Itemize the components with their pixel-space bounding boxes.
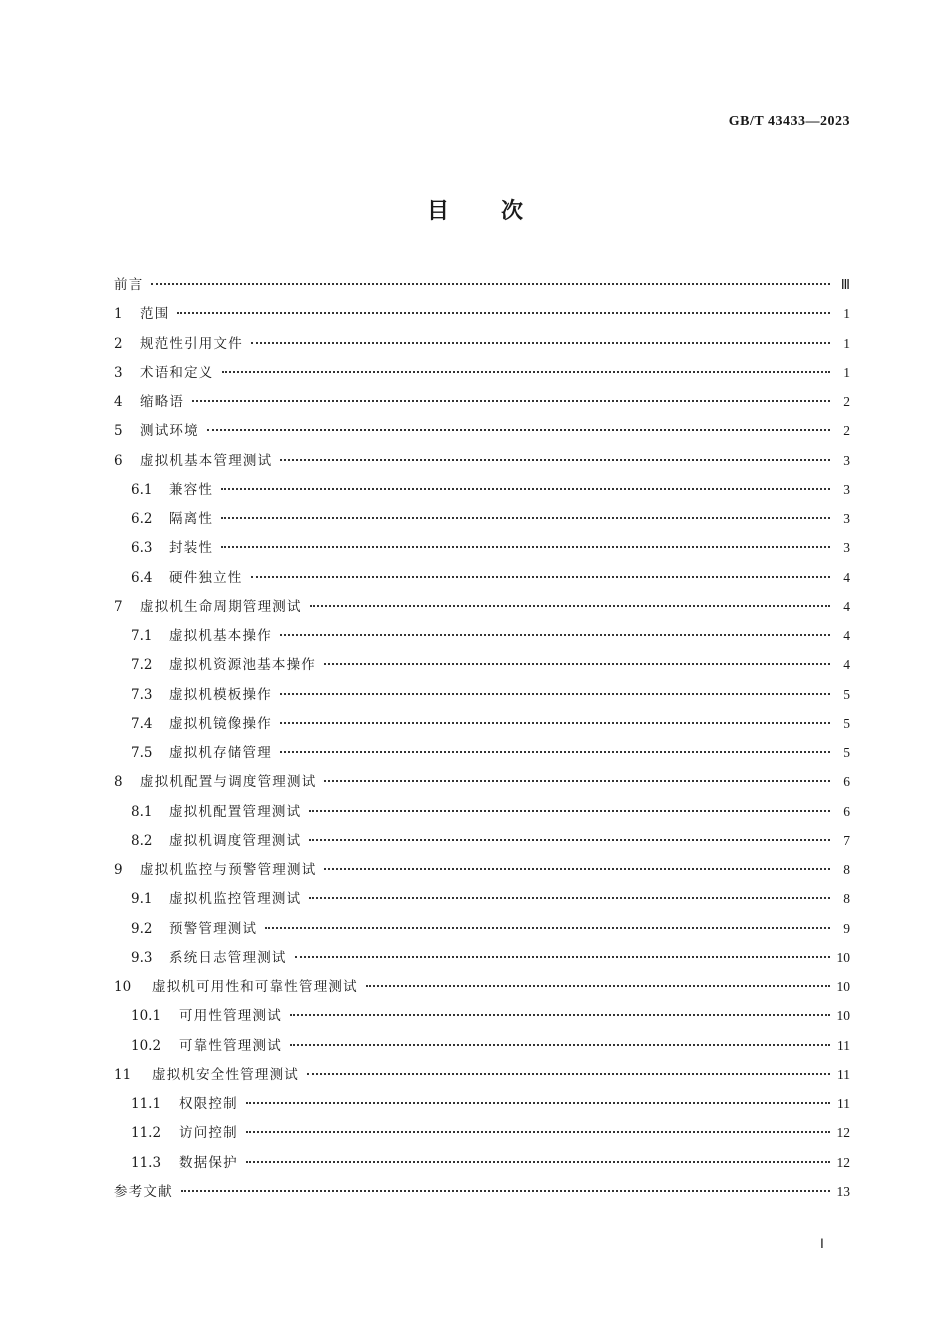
toc-leader-dots xyxy=(181,1190,830,1192)
toc-entry-number: 11.3 xyxy=(131,1154,162,1171)
toc-leader-dots xyxy=(177,312,830,314)
toc-entry-label: 虚拟机监控管理测试 xyxy=(169,891,302,908)
toc-leader-dots xyxy=(280,459,830,461)
toc-entry-page: 12 xyxy=(836,1125,850,1141)
toc-leader-dots xyxy=(324,663,830,665)
toc-entry-number: 1 xyxy=(114,306,123,323)
toc-entry[interactable] xyxy=(114,563,850,592)
toc-entry-page: 4 xyxy=(843,598,850,614)
toc-entry-number: 11.1 xyxy=(131,1096,162,1112)
toc-entry[interactable] xyxy=(114,1089,850,1118)
toc-entry-page: 4 xyxy=(843,569,850,585)
toc-entry-page: 6 xyxy=(843,803,850,819)
toc-entry-page: 11 xyxy=(837,1037,850,1053)
toc-leader-dots xyxy=(265,927,830,929)
toc-entry-number: 6.2 xyxy=(131,511,153,527)
toc-entry-label: 规范性引用文件 xyxy=(140,335,243,352)
toc-entry-label: 术语和定义 xyxy=(140,364,214,381)
toc-entry-page: 3 xyxy=(843,540,850,556)
toc-leader-dots xyxy=(310,605,830,607)
toc-entry-number: 7.2 xyxy=(131,657,153,674)
toc-entry-label: 兼容性 xyxy=(169,481,214,498)
toc-entry[interactable] xyxy=(114,592,850,621)
toc-entry-label: 虚拟机基本管理测试 xyxy=(140,452,273,469)
toc-leader-dots xyxy=(366,985,830,987)
toc-entry[interactable] xyxy=(114,1177,850,1206)
toc-entry-label: 虚拟机模板操作 xyxy=(169,686,272,703)
toc-leader-dots xyxy=(246,1131,830,1133)
toc-entry-number: 6.3 xyxy=(131,540,153,557)
toc-entry-label: 虚拟机调度管理测试 xyxy=(169,832,302,849)
toc-entry-label: 权限控制 xyxy=(179,1096,238,1112)
toc-entry-page: 1 xyxy=(843,335,850,351)
toc-leader-dots xyxy=(207,429,830,431)
toc-leader-dots xyxy=(221,546,830,548)
toc-entry-page: 1 xyxy=(843,306,850,322)
toc-entry[interactable] xyxy=(114,709,850,738)
page-title: 目次 xyxy=(426,199,575,224)
toc-entry-label: 虚拟机配置管理测试 xyxy=(169,803,302,820)
toc-entry-label: 测试环境 xyxy=(140,423,199,440)
toc-entry-number: 11 xyxy=(114,1066,132,1083)
toc-leader-dots xyxy=(295,956,830,958)
standard-code: GB/T 43433—2023 xyxy=(728,114,850,129)
toc-entry-number: 7.4 xyxy=(131,715,153,732)
toc-entry[interactable] xyxy=(114,797,850,826)
toc-entry[interactable] xyxy=(114,855,850,884)
toc-entry-number: 7.1 xyxy=(131,628,153,644)
toc-entry-page: 10 xyxy=(836,979,850,994)
toc-entry-number: 8 xyxy=(114,774,123,791)
toc-leader-dots xyxy=(280,634,830,636)
toc-leader-dots xyxy=(324,780,830,782)
toc-entry-label: 预警管理测试 xyxy=(169,920,258,937)
toc-entry-label: 虚拟机资源池基本操作 xyxy=(169,657,316,674)
toc-entry[interactable] xyxy=(114,621,850,650)
toc-entry[interactable] xyxy=(114,416,850,445)
toc-leader-dots xyxy=(280,693,830,695)
toc-entry[interactable] xyxy=(114,738,850,767)
toc-entry-page: 7 xyxy=(843,832,850,848)
toc-entry[interactable] xyxy=(114,1031,850,1060)
toc-entry[interactable] xyxy=(114,387,850,416)
toc-entry[interactable] xyxy=(114,1060,850,1089)
toc-entry[interactable] xyxy=(114,884,850,913)
toc-leader-dots xyxy=(151,283,830,285)
toc-entry-page: 3 xyxy=(843,511,850,526)
toc-entry-number: 6.4 xyxy=(131,569,153,586)
toc-entry-page: 8 xyxy=(843,891,850,907)
toc-leader-dots xyxy=(221,517,830,519)
toc-leader-dots xyxy=(309,839,830,841)
toc-entry-number: 10.2 xyxy=(131,1037,162,1054)
toc-entry-label: 系统日志管理测试 xyxy=(169,949,287,966)
toc-entry[interactable] xyxy=(114,826,850,855)
toc-entry[interactable] xyxy=(114,972,850,1001)
toc-entry-label: 虚拟机监控与预警管理测试 xyxy=(140,862,317,878)
toc-entry-label: 缩略语 xyxy=(140,394,185,410)
toc-entry-label: 可靠性管理测试 xyxy=(179,1037,282,1054)
toc-entry[interactable] xyxy=(114,1148,850,1177)
toc-entry-label: 虚拟机可用性和可靠性管理测试 xyxy=(152,979,358,995)
toc-entry[interactable] xyxy=(114,446,850,475)
toc-entry[interactable] xyxy=(114,1118,850,1147)
toc-entry-page: 3 xyxy=(843,452,850,468)
page-folio: Ⅰ xyxy=(820,1236,824,1251)
toc-leader-dots xyxy=(324,868,830,870)
toc-entry[interactable] xyxy=(114,270,850,299)
toc-entry-page: 4 xyxy=(843,657,850,673)
toc-entry-number: 7.5 xyxy=(131,745,153,761)
toc-entry-page: 3 xyxy=(843,481,850,497)
toc-entry-number: 9.3 xyxy=(131,949,153,966)
toc-leader-dots xyxy=(290,1044,830,1046)
toc-entry-page: Ⅲ xyxy=(840,277,850,292)
toc-entry-page: 8 xyxy=(843,862,850,877)
toc-entry-label: 硬件独立性 xyxy=(169,569,243,586)
toc-entry[interactable] xyxy=(114,680,850,709)
toc-leader-dots xyxy=(222,371,831,373)
toc-entry-number: 3 xyxy=(114,364,123,381)
toc-leader-dots xyxy=(251,576,831,578)
toc-entry-page: 11 xyxy=(837,1096,850,1111)
toc-entry-page: 6 xyxy=(843,774,850,790)
toc-entry-label: 访问控制 xyxy=(179,1125,238,1142)
toc-entry-number: 11.2 xyxy=(131,1125,162,1142)
toc-entry-number: 5 xyxy=(114,423,123,440)
toc-entry-number: 7 xyxy=(114,598,123,615)
toc-entry-number: 2 xyxy=(114,335,123,352)
toc-entry[interactable] xyxy=(114,943,850,972)
table-of-contents xyxy=(114,270,850,1206)
toc-entry-page: 5 xyxy=(843,745,850,760)
toc-leader-dots xyxy=(290,1014,830,1016)
toc-entry-label: 前言 xyxy=(114,277,144,293)
toc-entry-label: 隔离性 xyxy=(169,511,214,527)
toc-entry-number: 9.2 xyxy=(131,920,153,937)
toc-entry-page: 11 xyxy=(837,1066,850,1082)
toc-entry-number: 8.1 xyxy=(131,803,153,820)
toc-entry-label: 虚拟机基本操作 xyxy=(169,628,272,644)
toc-entry-page: 5 xyxy=(843,715,850,731)
toc-entry-number: 10.1 xyxy=(131,1008,162,1025)
toc-leader-dots xyxy=(251,342,830,344)
toc-entry-number: 9.1 xyxy=(131,891,153,908)
toc-entry[interactable] xyxy=(114,504,850,533)
toc-entry[interactable] xyxy=(114,650,850,679)
toc-leader-dots xyxy=(280,722,830,724)
toc-entry-page: 5 xyxy=(843,686,850,702)
toc-entry-page: 13 xyxy=(836,1183,850,1199)
toc-entry-label: 封装性 xyxy=(169,540,214,557)
toc-entry-number: 6.1 xyxy=(131,481,153,498)
toc-leader-dots xyxy=(246,1102,830,1104)
toc-entry-page: 10 xyxy=(836,949,850,965)
toc-entry-page: 1 xyxy=(843,364,850,380)
toc-leader-dots xyxy=(309,810,830,812)
toc-entry-number: 6 xyxy=(114,452,123,469)
toc-entry[interactable] xyxy=(114,475,850,504)
toc-entry-label: 范围 xyxy=(140,306,170,323)
toc-entry-page: 2 xyxy=(843,423,850,439)
toc-entry-label: 虚拟机配置与调度管理测试 xyxy=(140,774,317,791)
toc-entry[interactable] xyxy=(114,914,850,943)
toc-leader-dots xyxy=(192,400,830,402)
toc-entry-page: 12 xyxy=(836,1154,850,1170)
toc-entry-label: 虚拟机存储管理 xyxy=(169,745,272,761)
toc-entry-label: 可用性管理测试 xyxy=(179,1008,282,1025)
toc-entry-label: 虚拟机镜像操作 xyxy=(169,715,272,732)
toc-leader-dots xyxy=(309,897,830,899)
toc-entry-number: 10 xyxy=(114,979,132,995)
toc-leader-dots xyxy=(280,751,830,753)
toc-entry-page: 4 xyxy=(843,628,850,643)
toc-entry-number: 9 xyxy=(114,862,123,878)
toc-entry-number: 8.2 xyxy=(131,832,153,849)
toc-entry-label: 虚拟机生命周期管理测试 xyxy=(140,598,302,615)
toc-entry[interactable] xyxy=(114,1001,850,1030)
toc-entry[interactable] xyxy=(114,767,850,796)
toc-leader-dots xyxy=(221,488,830,490)
toc-entry[interactable] xyxy=(114,533,850,562)
toc-leader-dots xyxy=(246,1161,830,1163)
toc-entry-label: 参考文献 xyxy=(114,1183,173,1200)
toc-entry-number: 7.3 xyxy=(131,686,153,703)
toc-entry[interactable] xyxy=(114,358,850,387)
toc-entry-label: 数据保护 xyxy=(179,1154,238,1171)
toc-entry[interactable] xyxy=(114,299,850,328)
toc-entry-page: 9 xyxy=(843,920,850,936)
toc-entry-page: 10 xyxy=(836,1008,850,1024)
toc-entry[interactable] xyxy=(114,329,850,358)
toc-entry-label: 虚拟机安全性管理测试 xyxy=(152,1066,299,1083)
toc-leader-dots xyxy=(307,1073,830,1075)
toc-entry-number: 4 xyxy=(114,394,123,410)
toc-entry-page: 2 xyxy=(843,394,850,409)
